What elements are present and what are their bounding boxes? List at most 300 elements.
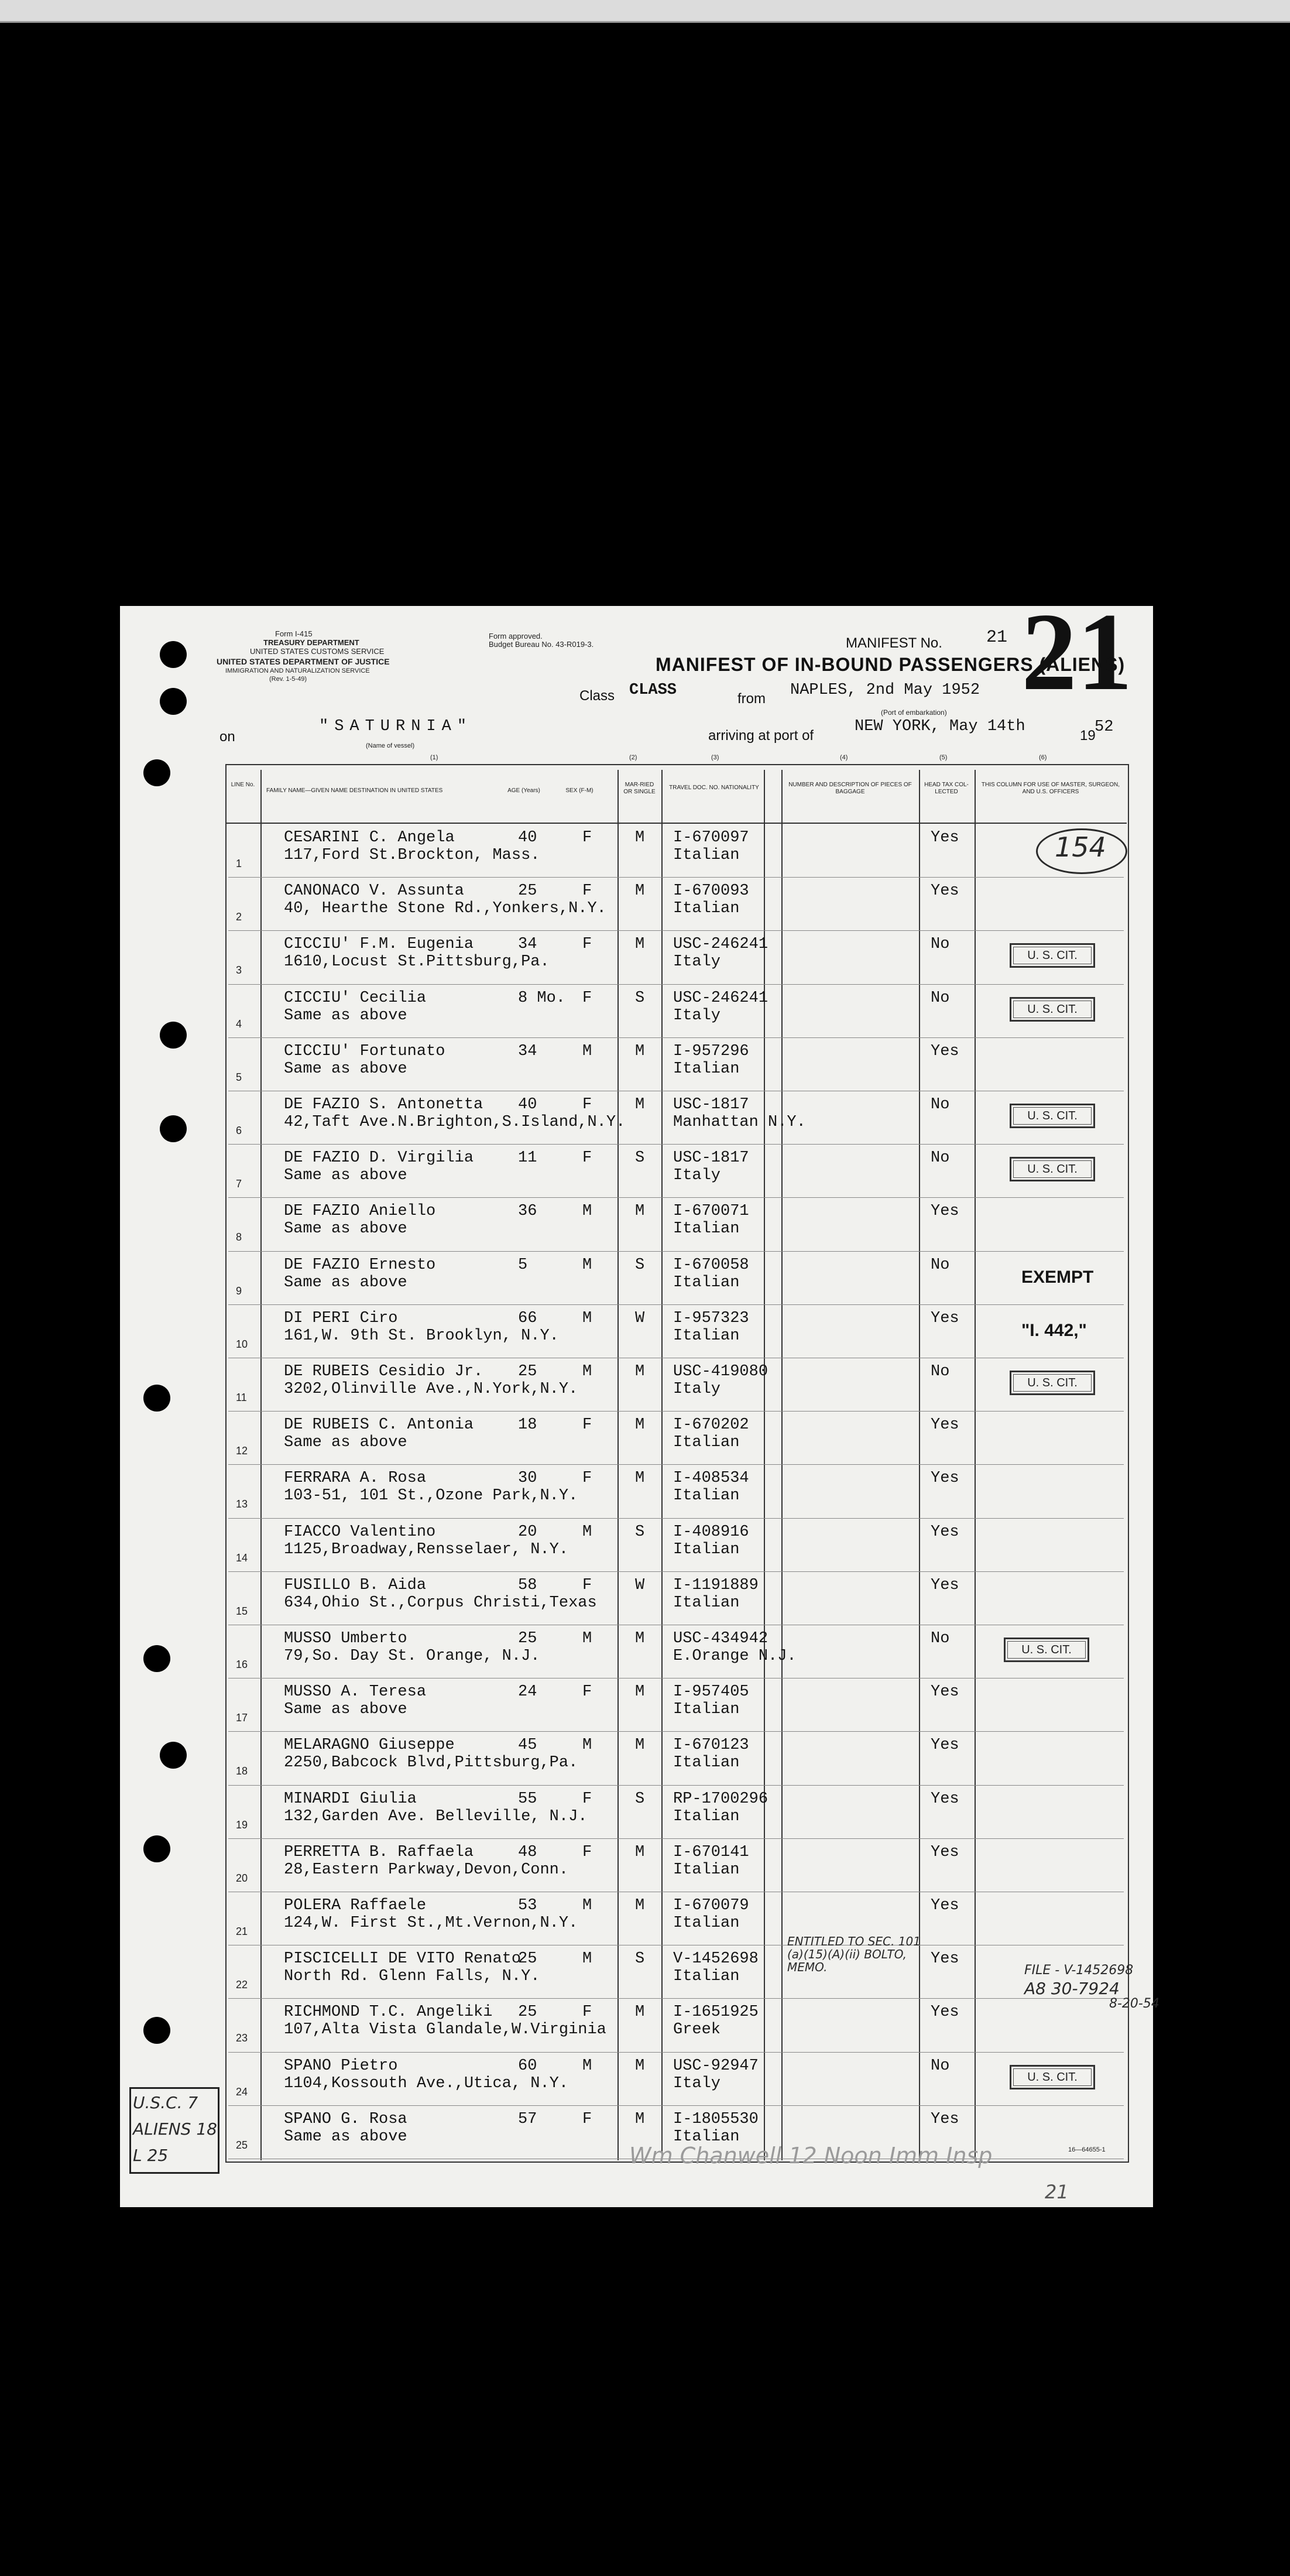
vessel-name: "SATURNIA" — [319, 718, 473, 735]
row-doc: USC-1817 — [673, 1149, 749, 1167]
row-age: 60 — [518, 2057, 537, 2075]
punch-hole — [160, 1742, 187, 1769]
row-num: 13 — [236, 1498, 248, 1510]
row-nat: E.Orange N.J. — [673, 1647, 797, 1665]
revision-label: (Rev. 1-5-49) — [269, 676, 307, 683]
row-ms: M — [635, 1630, 645, 1647]
row-name: DE RUBEIS Cesidio Jr. — [284, 1363, 483, 1381]
row-ms: W — [635, 1576, 645, 1594]
row-tax: Yes — [931, 2110, 959, 2128]
row-separator — [228, 2052, 1124, 2053]
row-ms: M — [635, 1363, 645, 1381]
row-nat: Italian — [673, 1273, 740, 1292]
punch-hole — [160, 641, 187, 668]
row-name: DE FAZIO Aniello — [284, 1203, 436, 1221]
row-age: 34 — [518, 1042, 537, 1060]
row-age: 25 — [518, 1950, 537, 1968]
row-separator — [228, 1037, 1124, 1038]
row-dest: Same as above — [284, 1167, 407, 1185]
row-num: 23 — [236, 2032, 248, 2044]
row-sex: F — [582, 1416, 592, 1434]
row-doc: USC-92947 — [673, 2057, 759, 2075]
col-header-name: FAMILY NAME—GIVEN NAME DESTINATION IN UNITED STATES — [266, 787, 443, 794]
row-name: POLERA Raffaele — [284, 1897, 427, 1914]
row-num: 3 — [236, 964, 242, 977]
punch-hole — [160, 1022, 187, 1049]
row-num: 6 — [236, 1125, 242, 1136]
row-doc: I-670058 — [673, 1256, 749, 1274]
stamp-text: U. S. CIT. — [1013, 1107, 1092, 1125]
row-name: SPANO G. Rosa — [284, 2110, 407, 2128]
row-age: 40 — [518, 1096, 537, 1114]
row-num: 24 — [236, 2085, 248, 2098]
row-doc: USC-419080 — [673, 1363, 768, 1381]
row-doc: I-670079 — [673, 1897, 749, 1914]
row-num: 7 — [236, 1178, 242, 1190]
row-num: 10 — [236, 1338, 248, 1350]
row-ms: M — [635, 1042, 645, 1060]
row-name: MINARDI Giulia — [284, 1790, 417, 1808]
row-nat: Italian — [673, 1220, 740, 1238]
row-separator — [228, 1411, 1124, 1412]
row-separator — [228, 2105, 1124, 2106]
tally-total: L 25 — [133, 2146, 169, 2165]
row-dest: 1610,Locust St.Pittsburg,Pa. — [284, 953, 550, 971]
vessel-caption: (Name of vessel) — [366, 742, 415, 749]
row-sex: M — [582, 1630, 592, 1647]
row-name: RICHMOND T.C. Angeliki — [284, 2003, 493, 2022]
row-name: CICCIU' Fortunato — [284, 1042, 445, 1060]
row-dest: 1104,Kossouth Ave.,Utica, N.Y. — [284, 2074, 569, 2092]
stamp-text: U. S. CIT. — [1007, 1641, 1086, 1659]
row-num: 15 — [236, 1605, 248, 1617]
row-age: 24 — [518, 1683, 537, 1701]
entitled-note: ENTITLED TO SEC. 101 (a)(15)(A)(ii) BOLTO, MEMO. — [787, 1934, 921, 1974]
row-age: 25 — [518, 1363, 537, 1381]
row-doc: I-1191889 — [673, 1576, 759, 1594]
punch-hole — [143, 1385, 170, 1412]
us-citizen-stamp — [1010, 2065, 1095, 2089]
budget-bureau: Budget Bureau No. 43-R019-3. — [489, 640, 594, 649]
row-separator — [228, 1571, 1124, 1572]
col-number-3: (3) — [711, 754, 719, 761]
row-num: 21 — [236, 1926, 248, 1937]
row-dest: 107,Alta Vista Glandale,W.Virginia — [284, 2021, 606, 2039]
row-num: 2 — [236, 911, 242, 923]
row-dest: Same as above — [284, 1434, 407, 1452]
circled-number-text: 154 — [1055, 831, 1106, 863]
row-num: 5 — [236, 1071, 242, 1083]
row-num: 20 — [236, 1872, 248, 1884]
row-tax: Yes — [931, 1203, 959, 1221]
col-header-married: MAR-RIED OR SINGLE — [623, 782, 656, 795]
row-age: 55 — [518, 1790, 537, 1808]
row-doc: USC-1817 — [673, 1096, 749, 1114]
row-age: 20 — [518, 1523, 537, 1541]
row-doc: I-1805530 — [673, 2110, 759, 2128]
row-dest: North Rd. Glenn Falls, N.Y. — [284, 1968, 540, 1986]
row-nat: Italian — [673, 1327, 740, 1345]
row-nat: Italy — [673, 1381, 721, 1398]
row-doc: I-670093 — [673, 882, 749, 900]
top-film-strip — [0, 0, 1290, 23]
row-ms: M — [635, 1416, 645, 1434]
col-number-1: (1) — [430, 754, 438, 761]
stamp-text: U. S. CIT. — [1013, 1001, 1092, 1018]
row-doc: I-957296 — [673, 1042, 749, 1060]
row-nat: Italian — [673, 1807, 740, 1825]
row-nat: Italian — [673, 1914, 740, 1932]
row-dest: Same as above — [284, 2128, 407, 2146]
date-note: 8-20-54 — [1109, 1996, 1159, 2011]
row-dest: 3202,Olinville Ave.,N.York,N.Y. — [284, 1381, 578, 1398]
row-num: 1 — [236, 858, 242, 869]
on-label: on — [219, 729, 235, 745]
row-nat: Italy — [673, 1167, 721, 1185]
row-separator — [228, 930, 1124, 931]
row-ms: S — [635, 1149, 645, 1167]
row-sex: M — [582, 1203, 592, 1221]
manifest-no-label: MANIFEST No. — [846, 635, 942, 651]
row-age: 8 Mo. — [518, 989, 566, 1007]
row-name: PERRETTA B. Raffaela — [284, 1843, 474, 1861]
row-sex: M — [582, 1736, 592, 1755]
row-nat: Italian — [673, 1060, 740, 1078]
row-tax: No — [931, 936, 950, 954]
row-separator — [228, 1144, 1124, 1145]
row-sex: M — [582, 1309, 592, 1327]
us-citizen-stamp — [1010, 943, 1095, 968]
a8-note: A8 30-7924 — [1024, 1979, 1120, 1998]
row-age: 5 — [518, 1256, 528, 1274]
row-name: CICCIU' F.M. Eugenia — [284, 936, 474, 954]
class-value: CLASS — [629, 681, 677, 699]
us-citizen-stamp — [1010, 1104, 1095, 1128]
row-ms: S — [635, 1950, 645, 1968]
form-number: Form I-415 — [275, 629, 313, 638]
row-nat: Italian — [673, 900, 740, 918]
row-ms: M — [635, 882, 645, 900]
row-tax: Yes — [931, 882, 959, 900]
row-sex: M — [582, 1523, 592, 1541]
row-num: 11 — [236, 1392, 247, 1403]
row-dest: 28,Eastern Parkway,Devon,Conn. — [284, 1861, 569, 1879]
row-sex: F — [582, 882, 592, 900]
us-citizen-stamp — [1010, 997, 1095, 1022]
row-name: MUSSO Umberto — [284, 1630, 407, 1647]
corner-hand-number: 21 — [1045, 2181, 1069, 2203]
row-nat: Greek — [673, 2021, 721, 2039]
row-num: 8 — [236, 1231, 242, 1244]
row-nat: Italy — [673, 953, 721, 971]
row-tax: No — [931, 989, 950, 1007]
row-nat: Italy — [673, 1006, 721, 1025]
row-age: 25 — [518, 882, 537, 900]
row-doc: I-957323 — [673, 1309, 749, 1327]
punch-hole — [143, 1835, 170, 1862]
row-ms: S — [635, 1256, 645, 1274]
row-doc: I-408534 — [673, 1469, 749, 1488]
row-separator — [228, 1304, 1124, 1305]
row-nat: Italy — [673, 2074, 721, 2092]
row-num: 16 — [236, 1659, 248, 1670]
row-name: DE RUBEIS C. Antonia — [284, 1416, 474, 1434]
punch-hole — [160, 1115, 187, 1142]
stamp-text: U. S. CIT. — [1013, 947, 1092, 964]
row-separator — [228, 1785, 1124, 1786]
row-dest: Same as above — [284, 1701, 407, 1719]
row-tax: Yes — [931, 829, 959, 847]
file-note: FILE - V-1452698 — [1024, 1963, 1134, 1978]
row-tax: No — [931, 1630, 950, 1647]
row-ms: M — [635, 2110, 645, 2128]
arriving-label: arriving at port of — [708, 728, 814, 744]
row-name: FUSILLO B. Aida — [284, 1576, 427, 1594]
col-header-sex: SEX (F-M) — [565, 787, 593, 794]
row-ms: M — [635, 1736, 645, 1755]
row-num: 9 — [236, 1284, 242, 1297]
row-sex: F — [582, 829, 592, 847]
row-sex: F — [582, 1096, 592, 1114]
row-separator — [228, 877, 1124, 878]
us-citizen-stamp — [1004, 1638, 1089, 1662]
row-name: MUSSO A. Teresa — [284, 1683, 427, 1701]
row-separator — [228, 984, 1124, 985]
row-separator — [228, 1251, 1124, 1252]
row-sex: F — [582, 1843, 592, 1861]
row-dest: 2250,Babcock Blvd,Pittsburg,Pa. — [284, 1754, 578, 1772]
row-sex: M — [582, 1363, 592, 1381]
row-sex: F — [582, 989, 592, 1007]
row-tax: No — [931, 1363, 950, 1381]
row-separator — [228, 1518, 1124, 1519]
col-divider — [764, 770, 765, 2160]
col-header-line: LINE No. — [231, 782, 255, 788]
row-ms: S — [635, 1523, 645, 1541]
row-separator — [228, 1838, 1124, 1839]
punch-hole — [143, 759, 170, 786]
row-num: 22 — [236, 1979, 248, 1991]
row-age: 30 — [518, 1469, 537, 1488]
row-age: 11 — [518, 1149, 537, 1167]
row-sex: F — [582, 1576, 592, 1594]
row-sex: F — [582, 1149, 592, 1167]
row-dest: Same as above — [284, 1060, 407, 1078]
stamp-text: U. S. CIT. — [1013, 1160, 1092, 1178]
row-doc: I-670123 — [673, 1736, 749, 1755]
customs-service: UNITED STATES CUSTOMS SERVICE — [250, 647, 385, 656]
col-header-baggage: NUMBER AND DESCRIPTION OF PIECES OF BAGGAGE — [788, 782, 912, 795]
row-age: 53 — [518, 1897, 537, 1914]
row-sex: M — [582, 2057, 592, 2075]
row-sex: M — [582, 1042, 592, 1060]
row-tax: Yes — [931, 1736, 959, 1755]
row-name: CICCIU' Cecilia — [284, 989, 427, 1007]
row-num: 19 — [236, 1818, 248, 1831]
row-sex: F — [582, 2003, 592, 2022]
row-tax: Yes — [931, 1683, 959, 1701]
row-dest: 1125,Broadway,Rensselaer, N.Y. — [284, 1540, 569, 1558]
row-doc: I-670097 — [673, 829, 749, 847]
row-name: DE FAZIO D. Virgilia — [284, 1149, 474, 1167]
row-doc: USC-246241 — [673, 989, 768, 1007]
row-tax: Yes — [931, 1897, 959, 1914]
row-ms: S — [635, 1790, 645, 1808]
manifest-big-number: 21 — [1021, 591, 1133, 714]
row-dest: 117,Ford St.Brockton, Mass. — [284, 847, 540, 864]
row-sex: F — [582, 1683, 592, 1701]
row-doc: I-1651925 — [673, 2003, 759, 2022]
row-tax: No — [931, 1256, 950, 1274]
row-age: 58 — [518, 1576, 537, 1594]
col-divider — [975, 770, 976, 2160]
row-dest: Same as above — [284, 1220, 407, 1238]
row-name: PISCICELLI DE VITO Renato — [284, 1950, 522, 1968]
footer-code: 16—64655-1 — [1068, 2146, 1106, 2153]
col-divider — [260, 770, 262, 2160]
tally-usc: U.S.C. 7 — [133, 2093, 198, 2112]
row-ms: M — [635, 1683, 645, 1701]
row-separator — [228, 1464, 1124, 1465]
row-name: FERRARA A. Rosa — [284, 1469, 427, 1488]
row-ms: M — [635, 1469, 645, 1488]
row-doc: I-957405 — [673, 1683, 749, 1701]
row-age: 18 — [518, 1416, 537, 1434]
row-dest: Same as above — [284, 1006, 407, 1025]
row-dest: 42,Taft Ave.N.Brighton,S.Island,N.Y. — [284, 1114, 626, 1131]
justice-dept: UNITED STATES DEPARTMENT OF JUSTICE — [217, 657, 390, 666]
row-tax: Yes — [931, 1576, 959, 1594]
row-name: DE FAZIO Ernesto — [284, 1256, 436, 1274]
row-tax: Yes — [931, 1416, 959, 1434]
col-number-2: (2) — [629, 754, 637, 761]
row-ms: W — [635, 1309, 645, 1327]
col-header-officers: THIS COLUMN FOR USE OF MASTER, SURGEON, AND U.S. OFFICERS — [981, 782, 1120, 795]
manifest-document — [120, 591, 1159, 2207]
port-embarkation-caption: (Port of embarkation) — [881, 708, 947, 717]
row-sex: M — [582, 1256, 592, 1274]
row-name: CESARINI C. Angela — [284, 829, 455, 847]
row-tax: No — [931, 2057, 950, 2075]
tally-aliens: ALIENS 18 — [133, 2119, 217, 2139]
row-dest: 124,W. First St.,Mt.Vernon,N.Y. — [284, 1914, 578, 1932]
row-dest: 103-51, 101 St.,Ozone Park,N.Y. — [284, 1487, 578, 1505]
row-ms: M — [635, 2057, 645, 2075]
handwritten-signature: Wm Chanwell 12 Noon Imm Insp — [629, 2143, 993, 2169]
row-nat: Italian — [673, 847, 740, 864]
col-divider — [617, 770, 619, 2160]
punch-hole — [143, 2017, 170, 2044]
row-doc: I-670141 — [673, 1843, 749, 1861]
row-tax: Yes — [931, 2003, 959, 2022]
row-num: 12 — [236, 1445, 248, 1457]
row-name: CANONACO V. Assunta — [284, 882, 464, 900]
row-doc: USC-246241 — [673, 936, 768, 954]
row-ms: M — [635, 1843, 645, 1861]
row-doc: USC-434942 — [673, 1630, 768, 1647]
row-nat: Italian — [673, 2128, 740, 2146]
row-dest: 161,W. 9th St. Brooklyn, N.Y. — [284, 1327, 559, 1345]
row-ms: S — [635, 989, 645, 1007]
from-label: from — [737, 691, 766, 707]
row-age: 25 — [518, 2003, 537, 2022]
row-nat: Italian — [673, 1487, 740, 1505]
row-tax: Yes — [931, 1523, 959, 1541]
row-ms: M — [635, 936, 645, 954]
row-name: MELARAGNO Giuseppe — [284, 1736, 455, 1755]
row-sex: F — [582, 1790, 592, 1808]
row-name: DI PERI Ciro — [284, 1309, 398, 1327]
row-tax: Yes — [931, 1042, 959, 1060]
row-doc: V-1452698 — [673, 1950, 759, 1968]
row-num: 18 — [236, 1765, 248, 1777]
row-sex: F — [582, 936, 592, 954]
row-dest: 634,Ohio St.,Corpus Christi,Texas — [284, 1594, 597, 1612]
row-age: 40 — [518, 829, 537, 847]
form-approved: Form approved. — [489, 632, 543, 640]
row-nat: Italian — [673, 1434, 740, 1452]
row-num: 17 — [236, 1712, 248, 1724]
row-sex: F — [582, 2110, 592, 2128]
row-doc: I-670071 — [673, 1203, 749, 1221]
row-nat: Manhattan N.Y. — [673, 1114, 806, 1131]
row-tax: Yes — [931, 1309, 959, 1327]
stamp-text: U. S. CIT. — [1013, 2068, 1092, 2086]
row-name: SPANO Pietro — [284, 2057, 398, 2075]
stamp-text: U. S. CIT. — [1013, 1374, 1092, 1392]
col-number-4: (4) — [840, 754, 848, 761]
class-label: Class — [579, 688, 615, 704]
row-tax: No — [931, 1096, 950, 1114]
col-divider — [781, 770, 783, 2160]
row-ms: M — [635, 1897, 645, 1914]
row-name: DE FAZIO S. Antonetta — [284, 1096, 483, 1114]
col-number-5: (5) — [939, 754, 948, 761]
row-nat: Italian — [673, 1968, 740, 1986]
row-ms: M — [635, 2003, 645, 2022]
us-citizen-stamp — [1010, 1371, 1095, 1395]
row-separator — [228, 1731, 1124, 1732]
col-header-age: AGE (Years) — [507, 787, 540, 794]
ins-label: IMMIGRATION AND NATURALIZATION SERVICE — [225, 667, 370, 674]
row-age: 34 — [518, 936, 537, 954]
row-num: 25 — [236, 2139, 248, 2151]
treasury-dept: TREASURY DEPARTMENT — [263, 638, 359, 647]
officer-note: "I. 442," — [1021, 1320, 1087, 1340]
row-age: 25 — [518, 1630, 537, 1647]
row-dest: 79,So. Day St. Orange, N.J. — [284, 1647, 540, 1665]
row-tax: Yes — [931, 1843, 959, 1861]
row-ms: M — [635, 829, 645, 847]
row-dest: 132,Garden Ave. Belleville, N.J. — [284, 1807, 588, 1825]
col-divider — [661, 770, 663, 2160]
row-nat: Italian — [673, 1594, 740, 1612]
manifest-no-value: 21 — [986, 628, 1008, 648]
row-ms: M — [635, 1203, 645, 1221]
row-dest: 40, Hearthe Stone Rd.,Yonkers,N.Y. — [284, 900, 606, 918]
row-tax: Yes — [931, 1469, 959, 1488]
row-age: 66 — [518, 1309, 537, 1327]
year-prefix: 19 — [1080, 728, 1096, 744]
row-age: 48 — [518, 1843, 537, 1861]
us-citizen-stamp — [1010, 1157, 1095, 1181]
table-header-line — [225, 823, 1127, 824]
row-sex: M — [582, 1897, 592, 1914]
col-header-tax: HEAD TAX COL-LECTED — [924, 782, 969, 795]
punch-hole — [160, 688, 187, 715]
punch-hole — [143, 1645, 170, 1672]
port-embarkation: NAPLES, 2nd May 1952 — [790, 681, 980, 699]
